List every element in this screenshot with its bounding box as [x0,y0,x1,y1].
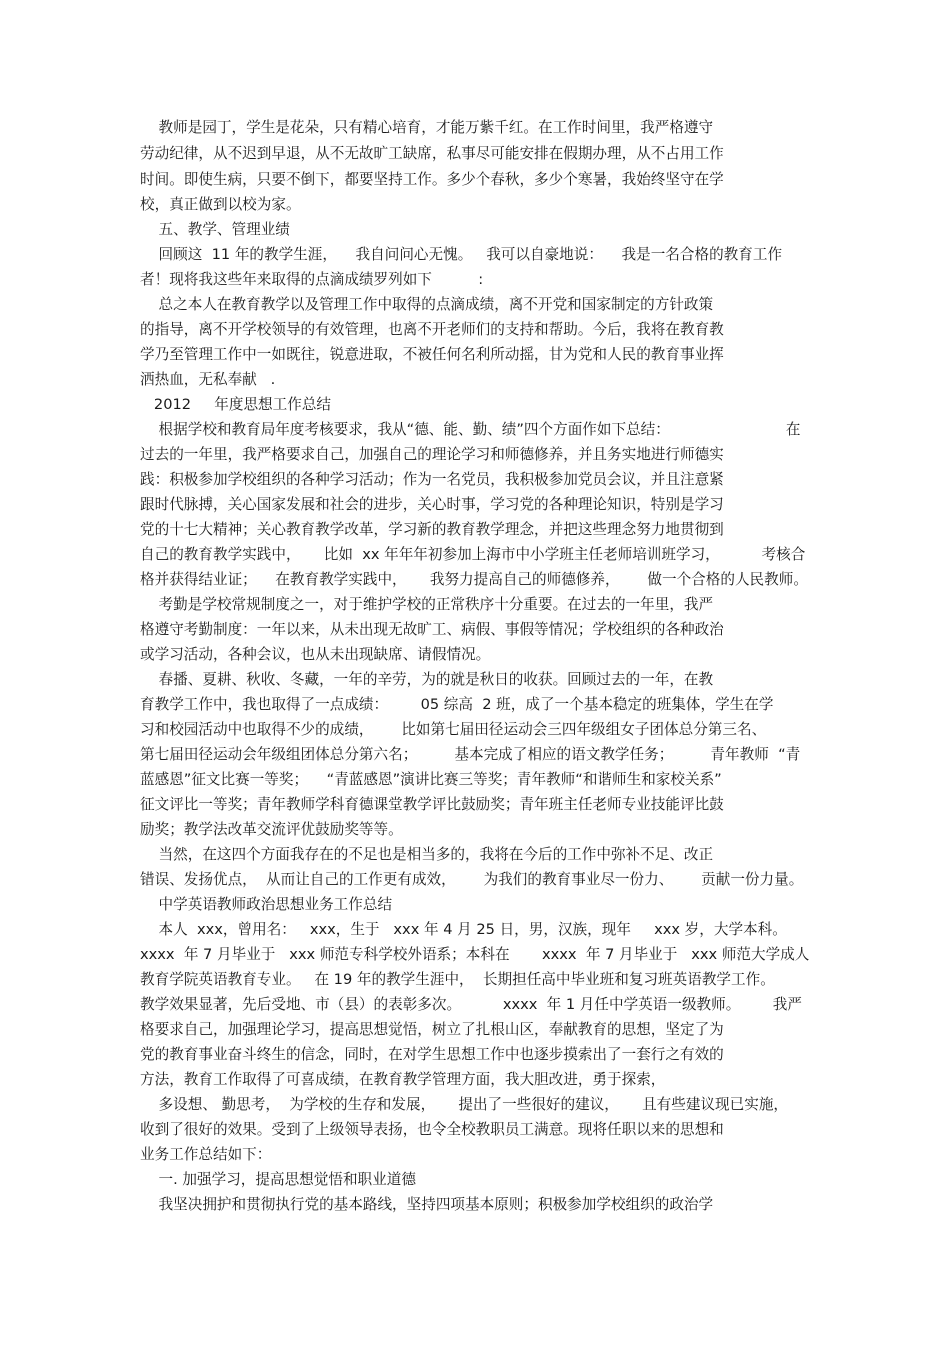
text-line: 教师是园丁，学生是花朵，只有精心培育，才能万紫千红。在工作时间里，我严格遵守 [140,119,714,136]
text-line: 励奖；教学法改革交流评优鼓励奖等等。 [140,821,403,838]
text-line: 劳动纪律，从不迟到早退，从不无故旷工缺席，私事尽可能安排在假期办理，从不占用工作 [140,145,724,162]
text-line: 错误、发扬优点， 从而让自己的工作更有成效， 为我们的教育事业尽一份力、 贡献一份力量。 [140,871,804,888]
text-line: 业务工作总结如下： [140,1146,272,1163]
text-line: 学乃至管理工作中一如既往，锐意进取，不被任何名利所动摇，甘为党和人民的教育事业挥 [140,346,724,363]
text-line: 回顾这 11 年的教学生涯， 我自问问心无愧。 我可以自豪地说： 我是一名合格的教育工作 [140,246,783,263]
text-line: 的指导，离不开学校领导的有效管理，也离不开老师们的支持和帮助。今后，我将在教育教 [140,321,724,338]
text-line: 方法，教育工作取得了可喜成绩，在教育教学管理方面，我大胆改进，勇于探索， [140,1071,666,1088]
text-line: 践：积极参加学校组织的各种学习活动；作为一名党员，我积极参加党员会议，并且注意紧 [140,471,724,488]
text-line: 根据学校和教育局年度考核要求，我从“德、能、勤、绩”四个方面作如下总结： 在 [140,421,801,438]
text-line: 格并获得结业证； 在教育教学实践中， 我努力提高自己的师德修养， 做一个合格的人民教师。 [140,571,808,588]
text-line: 者！现将我这些年来取得的点滴成绩罗列如下 : [140,271,484,288]
text-line: 多设想、 勤思考， 为学校的生存和发展， 提出了一些很好的建议， 且有些建议现已实施， [140,1096,789,1113]
text-line: 我坚决拥护和贯彻执行党的基本路线，坚持四项基本原则；积极参加学校组织的政治学 [140,1196,714,1213]
text-line: 当然，在这四个方面我存在的不足也是相当多的，我将在今后的工作中弥补不足、改正 [140,846,714,863]
text-line: 收到了很好的效果。受到了上级领导表扬，也令全校教职员工满意。现将任职以来的思想和 [140,1121,724,1138]
text-line: 征文评比一等奖；青年教师学科育德课堂教学评比鼓励奖；青年班主任老师专业技能评比鼓 [140,796,724,813]
text-line: 教学效果显著，先后受地、市（县）的表彰多次。 xxxx 年 1 月任中学英语一级教师。 我严 [140,996,802,1013]
text-line: 春播、夏耕、秋收、冬藏，一年的辛劳，为的就是秋日的收获。回顾过去的一年，在教 [140,671,714,688]
text-line: 或学习活动，各种会议，也从未出现缺席、请假情况。 [140,646,491,663]
text-line: 过去的一年里，我严格要求自己，加强自己的理论学习和师德修养，并且务实地进行师德实 [140,446,724,463]
text-line: 考勤是学校常规制度之一，对于维护学校的正常秩序十分重要。在过去的一年里，我严 [140,596,714,613]
section-heading: 中学英语教师政治思想业务工作总结 [140,896,393,913]
text-line: 习和校园活动中也取得不少的成绩， 比如第七届田径运动会三四年级组女子团体总分第三名、 [140,721,767,738]
text-line: 格要求自己，加强理论学习，提高思想觉悟，树立了扎根山区，奉献教育的思想，坚定了为 [140,1021,724,1038]
text-line: 蓝感恩”征文比赛一等奖； “青蓝感恩”演讲比赛三等奖；青年教师“和谐师生和家校关系” [140,771,722,788]
text-line: 育教学工作中，我也取得了一点成绩： 05 综高 2 班，成了一个基本稳定的班集体，学生在学 [140,696,774,713]
text-line: 自己的教育教学实践中， 比如 xx 年年年初参加上海市中小学班主任老师培训班学习， 考核合 [140,546,806,563]
section-heading: 一. 加强学习，提高思想觉悟和职业道德 [140,1171,416,1188]
text-line: 洒热血，无私奉献 . [140,371,276,388]
text-line: 时间。即使生病，只要不倒下，都要坚持工作。多少个春秋，多少个寒暑，我始终坚守在学 [140,171,724,188]
text-line: 党的教育事业奋斗终生的信念，同时，在对学生思想工作中也逐步摸索出了一套行之有效的 [140,1046,724,1063]
text-line: 跟时代脉搏，关心国家发展和社会的进步，关心时事，学习党的各种理论知识，特别是学习 [140,496,724,513]
text-line: 党的十七大精神；关心教育教学改革，学习新的教育教学理念，并把这些理念努力地贯彻到 [140,521,724,538]
text-line: 总之本人在教育教学以及管理工作中取得的点滴成绩，离不开党和国家制定的方针政策 [140,296,714,313]
text-line: 教育学院英语教育专业。 在 19 年的教学生涯中， 长期担任高中毕业班和复习班英语教学工作。 [140,971,775,988]
section-heading: 五、教学、管理业绩 [140,221,290,238]
text-line: 本人 xxx，曾用名： xxx，生于 xxx 年 4 月 25 日，男，汉族，现年 xxx 岁，大学本科。 [140,921,787,938]
text-line: 校，真正做到以校为家。 [140,196,301,213]
text-line: xxxx 年 7 月毕业于 xxx 师范专科学校外语系；本科在 xxxx 年 7 月毕业于 xxx 师范大学成人 [140,946,810,963]
text-line: 第七届田径运动会年级组团体总分第六名； 基本完成了相应的语文教学任务； 青年教师 “青 [140,746,801,763]
text-line: 格遵守考勤制度：一年以来，从未出现无故旷工、病假、事假等情况；学校组织的各种政治 [140,621,724,638]
section-heading: 2012 年度思想工作总结 [140,396,332,413]
